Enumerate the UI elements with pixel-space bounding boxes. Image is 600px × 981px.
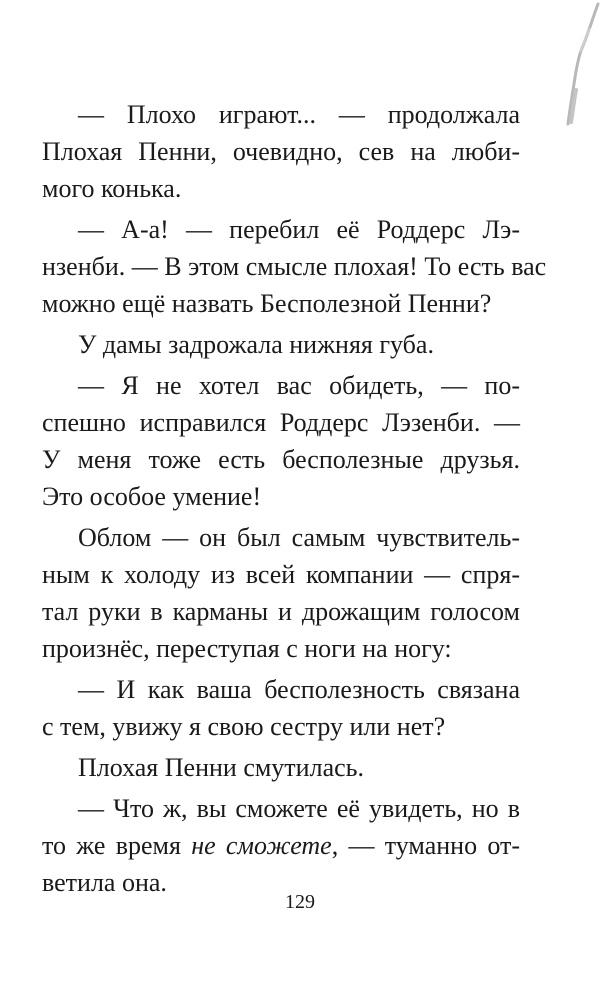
- text-line: — И как ваша бесполезность связана: [78, 675, 520, 704]
- text-line: Это особое умение!: [42, 482, 262, 511]
- text-fragment: то же время: [42, 831, 192, 860]
- paragraph-1: [42, 96, 520, 207]
- text-line: нзенби. — В этом смысле плохая! То есть вас: [42, 252, 547, 281]
- paragraph-6: [42, 671, 520, 745]
- paragraph-7: [42, 749, 520, 786]
- text-line: мого конька.: [42, 174, 182, 203]
- text-line: — Я не хотел вас обидеть, — по-: [78, 371, 520, 400]
- text-line: тал руки в карманы и дрожащим голосом: [42, 597, 520, 626]
- paragraph-3: [42, 326, 520, 363]
- text-line: Облом — он был самым чувствитель-: [78, 523, 520, 552]
- paragraph-4: [42, 367, 520, 515]
- text-line: с тем, увижу я свою сестру или нет?: [42, 712, 446, 741]
- page-edge-scratch: [530, 0, 600, 140]
- italic-emphasis: не сможете: [191, 831, 332, 860]
- text-line: ветила она.: [42, 868, 167, 897]
- text-line: — Плохо играют... — продолжала: [78, 100, 520, 129]
- text-line: — Что ж, вы сможете её увидеть, но в: [78, 794, 520, 823]
- text-line: Плохая Пенни смутилась.: [78, 753, 364, 782]
- text-line: У меня тоже есть бесполезные друзья.: [42, 445, 520, 474]
- text-line-with-italic: [42, 827, 520, 864]
- text-line: У дамы задрожала нижняя губа.: [78, 330, 434, 359]
- text-line: Плохая Пенни, очевидно, сев на люби-: [42, 137, 520, 166]
- text-line: спешно исправился Роддерс Лэзенби. —: [42, 408, 520, 437]
- text-fragment: , — туманно от-: [331, 831, 521, 860]
- text-line: — А-а! — перебил её Роддерс Лэ-: [78, 215, 520, 244]
- page-number: 129: [285, 891, 315, 913]
- paragraph-2: [42, 211, 547, 322]
- paragraph-5: [42, 519, 520, 667]
- text-line: ным к холоду из всей компании — спря-: [42, 560, 520, 589]
- paragraph-8: [42, 790, 520, 901]
- book-page-text: [42, 96, 547, 905]
- text-line: можно ещё назвать Бесполезной Пенни?: [42, 289, 492, 318]
- text-line: произнёс, переступая с ноги на ногу:: [42, 634, 452, 663]
